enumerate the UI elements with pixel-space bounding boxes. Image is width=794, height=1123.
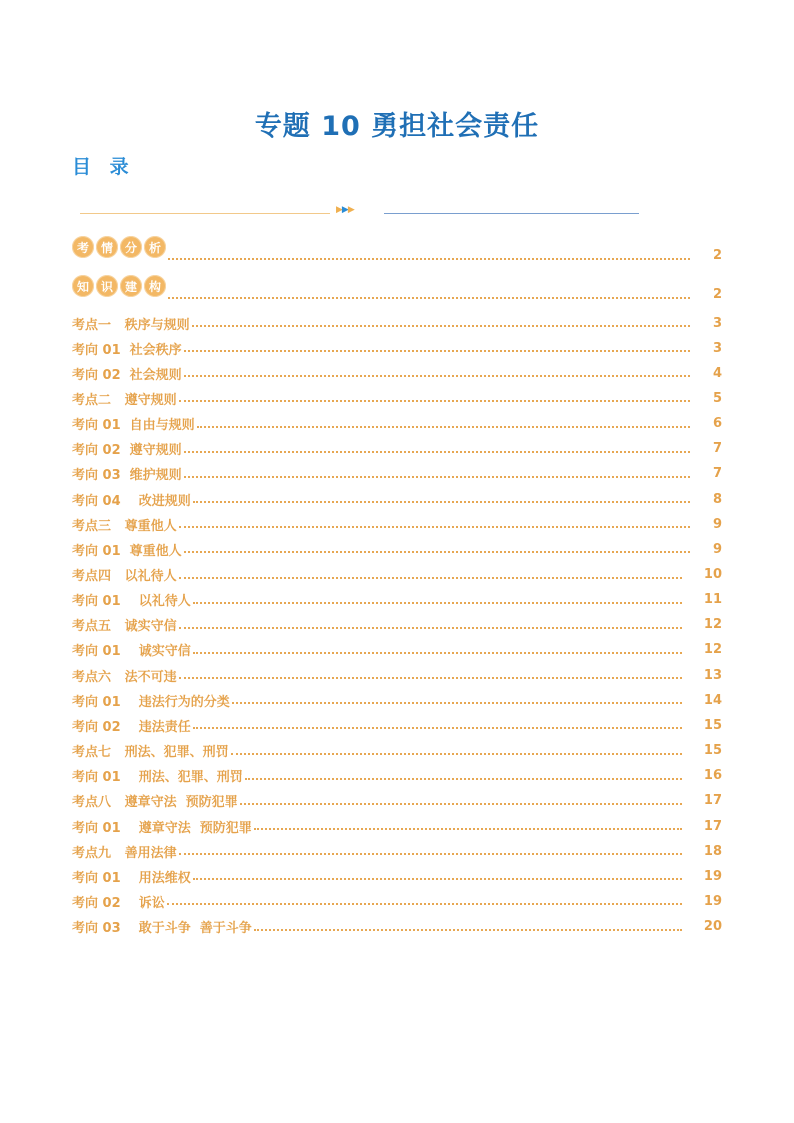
toc-entry-label: 考向 01 社会秩序 (72, 342, 182, 358)
toc-entry-label: 考点六 法不可违 (72, 669, 177, 685)
toc-entry[interactable] (72, 514, 722, 534)
toc-entry-label: 考向 03 敢于斗争 善于斗争 (72, 921, 252, 937)
page-number: 18 (703, 843, 722, 859)
page-number: 17 (703, 793, 722, 809)
dot-leader (184, 350, 690, 352)
badge-char: 知 (72, 275, 94, 297)
page-number: 15 (703, 743, 722, 759)
dot-leader (197, 426, 690, 428)
badge-char: 分 (120, 236, 142, 258)
page-number: 7 (712, 441, 722, 457)
dot-leader (184, 551, 690, 553)
dot-leader (179, 526, 690, 528)
dot-leader (193, 652, 682, 654)
page-number: 7 (712, 466, 722, 482)
toc-entry[interactable] (72, 313, 722, 333)
badge-char: 构 (144, 275, 166, 297)
toc-entry[interactable] (72, 690, 722, 710)
dot-leader (240, 803, 682, 805)
toc-entry-label: 考向 01 刑法、犯罪、刑罚 (72, 770, 243, 786)
toc-entry-label: 考点七 刑法、犯罪、刑罚 (72, 745, 229, 761)
page-number: 2 (712, 248, 722, 263)
toc-entry-label: 考点八 遵章守法 预防犯罪 (72, 795, 238, 811)
page-number: 13 (703, 667, 722, 683)
toc-entry-label: 考向 01 以礼待人 (72, 594, 191, 610)
toc-entry-label: 考向 01 自由与规则 (72, 418, 195, 434)
toc-entry-label: 考点四 以礼待人 (72, 569, 177, 584)
page-number: 3 (712, 315, 722, 331)
dot-leader (254, 828, 682, 830)
toc-entry-label: 考向 01 遵章守法 预防犯罪 (72, 820, 252, 836)
toc-entry[interactable] (72, 917, 722, 937)
dot-leader (167, 903, 682, 905)
toc-entry[interactable] (72, 388, 722, 408)
badge-char: 识 (96, 275, 118, 297)
toc-entry[interactable] (72, 363, 722, 383)
toc-entry[interactable] (72, 338, 722, 358)
toc-entry-label: 考点三 尊重他人 (72, 518, 177, 534)
dot-leader (193, 501, 690, 503)
dot-leader (179, 400, 690, 402)
dot-leader (184, 476, 690, 478)
toc-entry[interactable] (72, 565, 722, 585)
dot-leader (168, 297, 690, 299)
toc-entry-label: 考向 01 尊重他人 (72, 543, 182, 559)
page-number: 11 (703, 592, 722, 608)
dot-leader (254, 929, 682, 931)
toc-entry[interactable] (72, 891, 722, 911)
page-number: 2 (712, 287, 722, 302)
dot-leader (245, 778, 682, 780)
toc-entry-label: 考点一 秩序与规则 (72, 317, 190, 333)
dot-leader (184, 375, 690, 377)
toc-entry[interactable] (72, 640, 722, 660)
toc-entry[interactable] (72, 715, 722, 735)
toc-entry[interactable] (72, 464, 722, 484)
page-number: 6 (712, 416, 722, 432)
toc-entry[interactable] (72, 816, 722, 836)
toc-entry-label: 考向 02 遵守规则 (72, 443, 182, 459)
toc-entry[interactable] (72, 841, 722, 861)
page-number: 17 (703, 818, 722, 834)
toc-entry[interactable] (72, 615, 722, 635)
toc-entry[interactable] (72, 539, 722, 559)
toc-entry-label: 考向 02 诉讼 (72, 895, 165, 911)
dot-leader (179, 577, 682, 579)
toc-entry-label: 考向 01 诚实守信 (72, 644, 191, 660)
toc-entry-label: 考点二 遵守规则 (72, 392, 177, 408)
toc-entry-label: 考向 03 维护规则 (72, 468, 182, 484)
toc-entry-label: 考向 04 改进规则 (72, 493, 191, 509)
page-number: 15 (703, 717, 722, 733)
document-title: 专题 10 勇担社会责任 (254, 111, 540, 142)
page-number: 16 (703, 768, 722, 784)
toc-entry-label: 考向 02 社会规则 (72, 367, 182, 383)
dot-leader (193, 602, 682, 604)
divider-arrows-icon: ▶▶▶ (336, 205, 354, 215)
toc-entry[interactable] (72, 665, 722, 685)
dot-leader (179, 627, 682, 629)
page-number: 12 (703, 642, 722, 658)
divider-line-left (80, 213, 330, 214)
dot-leader (231, 753, 682, 755)
dot-leader (184, 451, 690, 453)
toc-entry-label: 考点九 善用法律 (72, 845, 177, 861)
dot-leader (168, 258, 690, 260)
page-number: 19 (703, 868, 722, 884)
toc-entry[interactable] (72, 489, 722, 509)
toc-entry[interactable] (72, 741, 722, 761)
toc-entry[interactable] (72, 791, 722, 811)
page-number: 10 (703, 567, 722, 582)
toc-entry-label: 考向 01 违法行为的分类 (72, 694, 230, 710)
section-badge (72, 236, 166, 258)
divider-line-right (384, 213, 639, 214)
toc-heading: 目 录 (72, 156, 135, 178)
page-number: 9 (712, 541, 722, 557)
toc-entry-label: 考点五 诚实守信 (72, 619, 177, 635)
toc-entry[interactable] (72, 590, 722, 610)
page-number: 9 (712, 516, 722, 532)
dot-leader (179, 677, 682, 679)
toc-entry-label: 考向 02 违法责任 (72, 719, 191, 735)
page-number: 12 (703, 617, 722, 633)
section-badge (72, 275, 166, 297)
page-number: 19 (703, 893, 722, 909)
page-number: 4 (712, 365, 722, 381)
toc-badge-entry[interactable] (72, 236, 722, 272)
badge-char: 析 (144, 236, 166, 258)
page-number: 5 (712, 390, 722, 406)
dot-leader (232, 702, 682, 704)
page-number: 14 (703, 692, 722, 708)
badge-char: 考 (72, 236, 94, 258)
toc-entry[interactable] (72, 766, 722, 786)
badge-char: 建 (120, 275, 142, 297)
toc-entry[interactable] (72, 414, 722, 434)
page-number: 3 (712, 340, 722, 356)
dot-leader (192, 325, 690, 327)
page-number: 8 (712, 491, 722, 507)
dot-leader (193, 727, 682, 729)
toc-badge-entry[interactable] (72, 275, 722, 311)
toc-entry[interactable] (72, 439, 722, 459)
toc-entry[interactable] (72, 866, 722, 886)
dot-leader (193, 878, 682, 880)
page-number: 20 (703, 919, 722, 935)
dot-leader (179, 853, 682, 855)
badge-char: 情 (96, 236, 118, 258)
toc-entry-label: 考向 01 用法维权 (72, 870, 191, 886)
